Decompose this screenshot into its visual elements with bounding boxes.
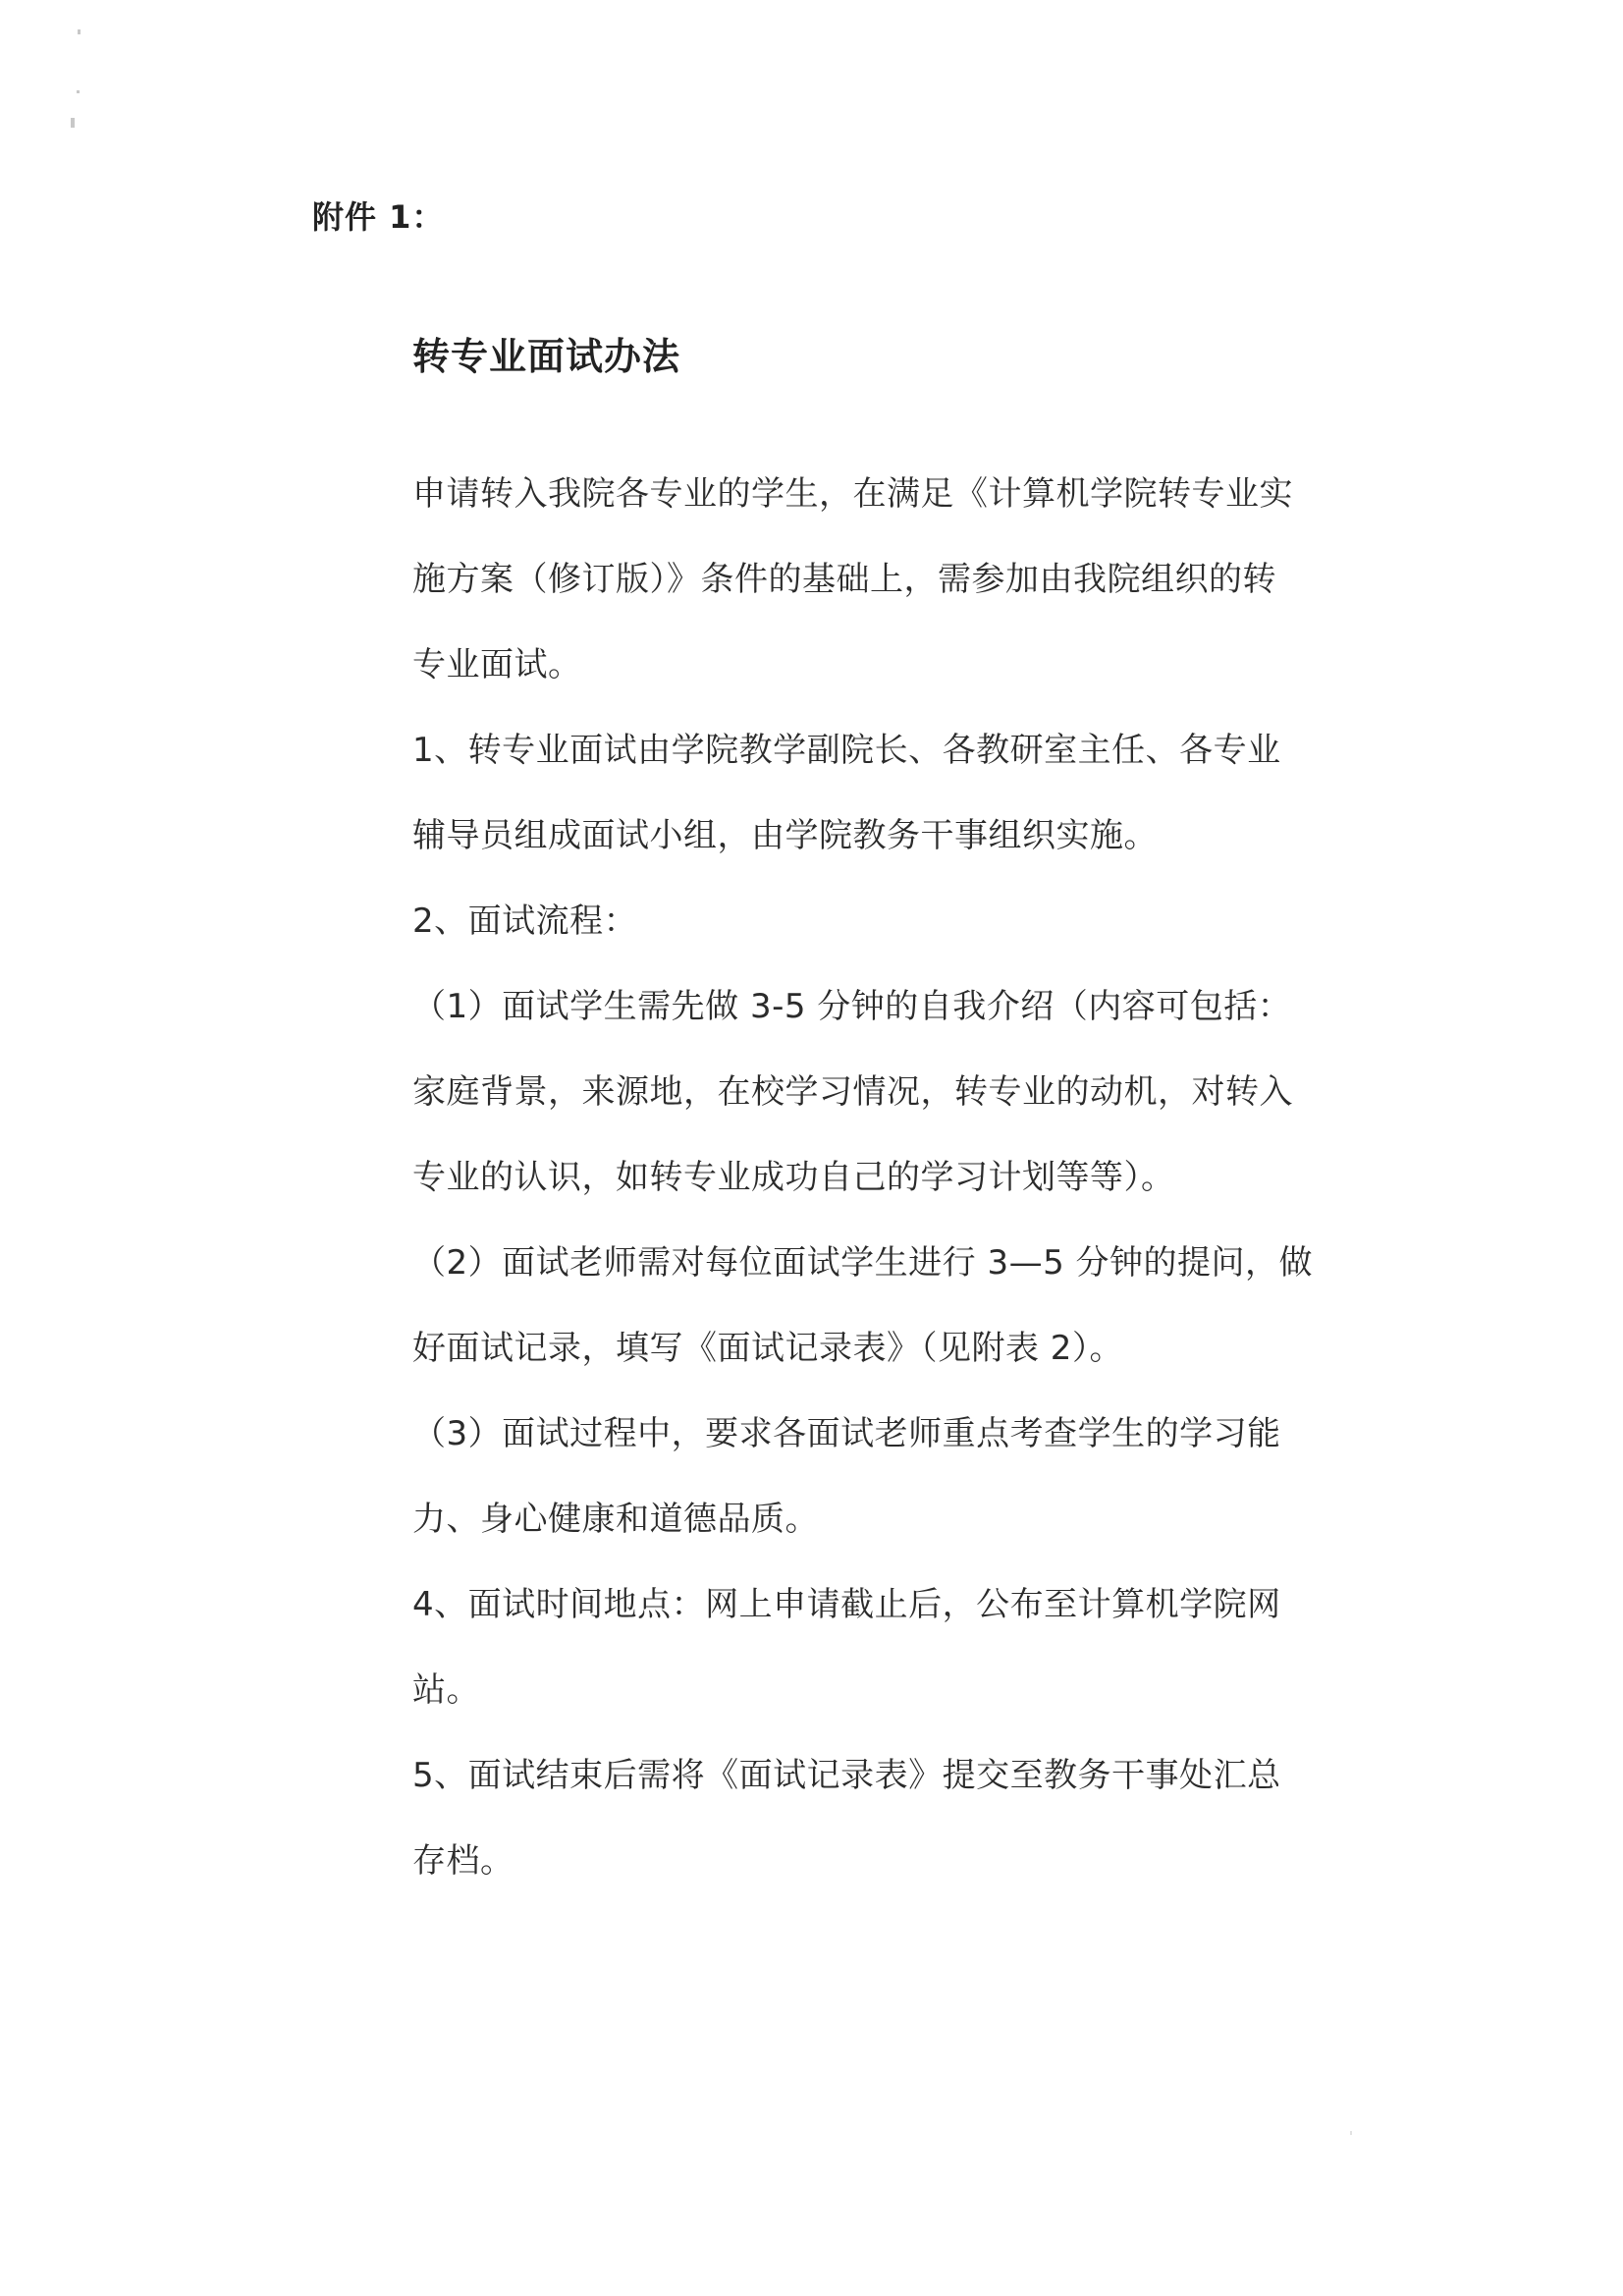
scan-speck xyxy=(77,90,80,93)
paragraph-item-5 xyxy=(412,1733,1281,1904)
text-line: 力、身心健康和道德品质。 xyxy=(412,1500,819,1539)
document-title: 转专业面试办法 xyxy=(412,335,681,378)
paragraph-item-4 xyxy=(412,1562,1281,1733)
text-line: 好面试记录，填写《面试记录表》（见附表 2）。 xyxy=(412,1329,1123,1368)
paragraph-item-1 xyxy=(412,708,1281,879)
paragraph-sub-2 xyxy=(412,1221,1314,1392)
text-line: 辅导员组成面试小组，由学院教务干事组织实施。 xyxy=(412,816,1158,855)
text-line: （2）面试老师需对每位面试学生进行 3—5 分钟的提问，做 xyxy=(412,1243,1314,1283)
paragraph-item-2 xyxy=(412,879,1276,964)
text-line: （3）面试过程中，要求各面试老师重点考查学生的学习能 xyxy=(412,1414,1281,1453)
text-line: 5、面试结束后需将《面试记录表》提交至教务干事处汇总 xyxy=(412,1756,1281,1795)
scan-speck xyxy=(1350,2131,1352,2135)
text-line: 4、面试时间地点：网上申请截止后，公布至计算机学院网 xyxy=(412,1585,1281,1624)
text-line: 申请转入我院各专业的学生，在满足《计算机学院转专业实 xyxy=(412,474,1293,514)
text-line: 专业的认识，如转专业成功自己的学习计划等等）。 xyxy=(412,1158,1175,1197)
document-body xyxy=(412,452,1314,1904)
text-line: 施方案（修订版）》条件的基础上，需参加由我院组织的转 xyxy=(412,560,1276,599)
text-line: 家庭背景，来源地，在校学习情况，转专业的动机，对转入 xyxy=(412,1072,1293,1112)
text-line: （1）面试学生需先做 3-5 分钟的自我介绍（内容可包括： xyxy=(412,987,1292,1026)
paragraph-sub-3 xyxy=(412,1392,1281,1562)
text-line: 存档。 xyxy=(412,1841,514,1881)
scan-speck xyxy=(78,29,81,34)
text-line: 2、面试流程： xyxy=(412,902,638,941)
text-line: 站。 xyxy=(412,1670,480,1710)
attachment-label: 附件 1： xyxy=(312,198,445,236)
text-line: 1、转专业面试由学院教学副院长、各教研室主任、各专业 xyxy=(412,731,1281,770)
paragraph-sub-1 xyxy=(412,964,1293,1221)
scan-speck xyxy=(71,118,75,128)
text-line: 专业面试。 xyxy=(412,645,582,684)
paragraph-intro xyxy=(412,452,1293,708)
